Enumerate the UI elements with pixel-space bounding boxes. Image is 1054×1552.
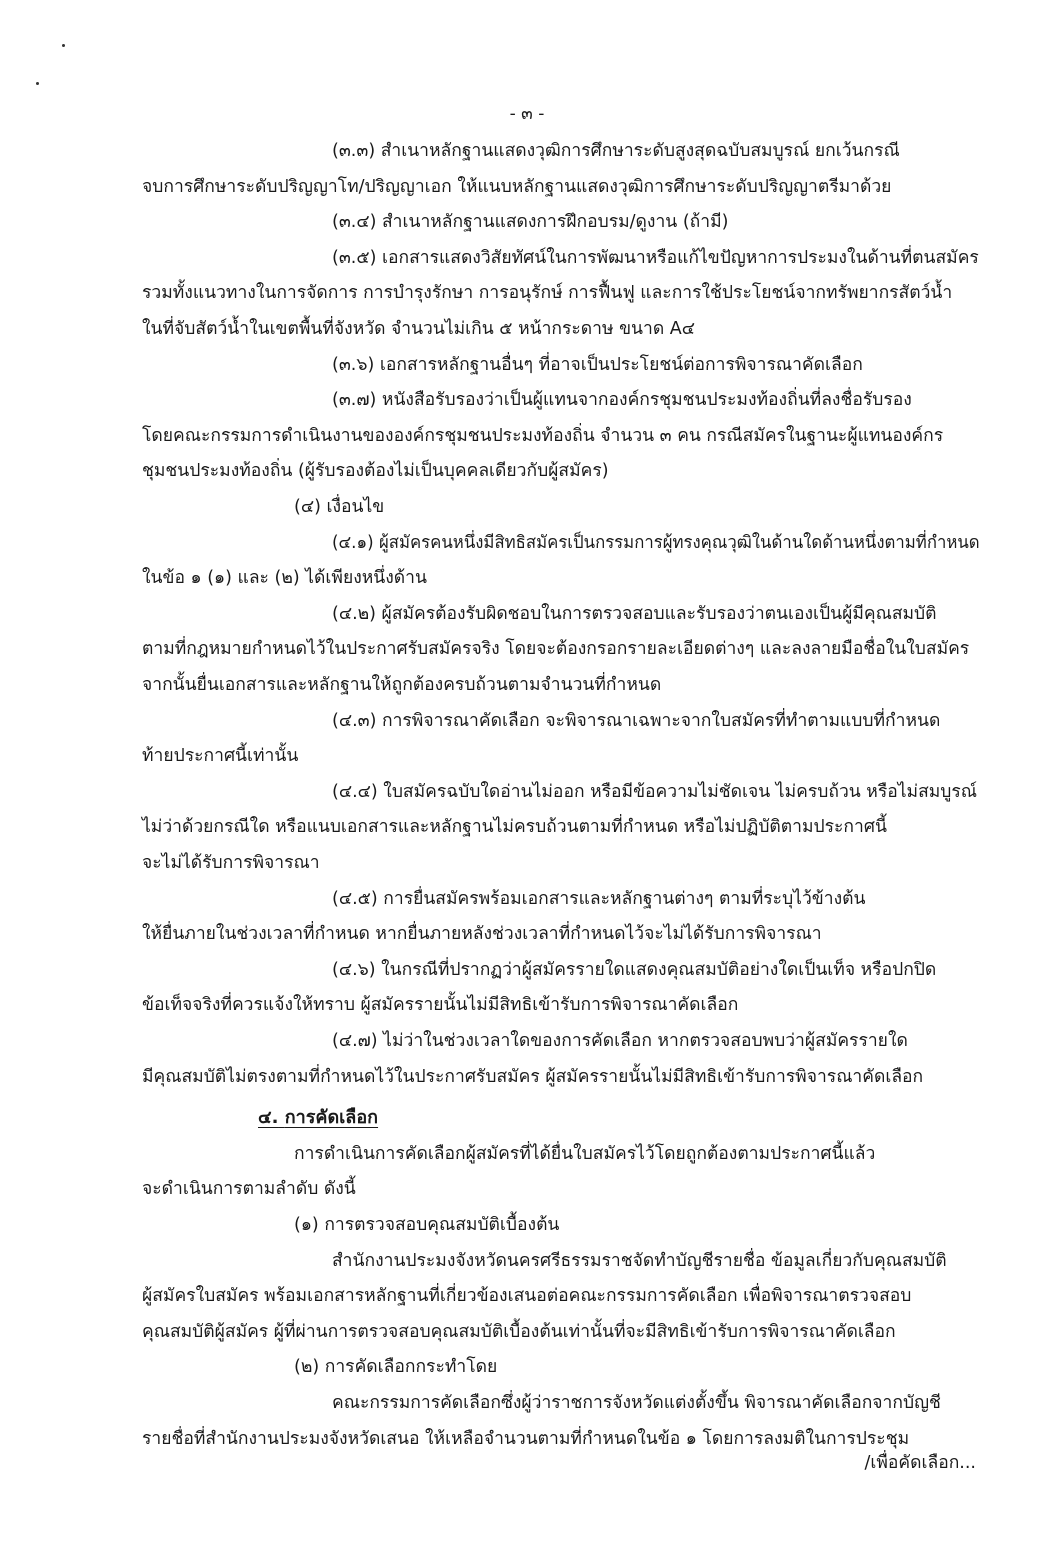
text-line: ในที่จับสัตว์น้ำในเขตพื้นที่จังหวัด จำนวนไม่เกิน ๕ หน้ากระดาษ ขนาด A๔: [142, 319, 695, 339]
text-line: (๔.๕) การยื่นสมัครพร้อมเอกสารและหลักฐานต่างๆ ตามที่ระบุไว้ข้างต้น: [332, 888, 866, 909]
text-line: ให้ยื่นภายในช่วงเวลาที่กำหนด หากยื่นภายหลังช่วงเวลาที่กำหนดไว้จะไม่ได้รับการพิจารณา: [142, 924, 822, 945]
section-heading: [258, 1107, 378, 1129]
text-line: ชุมชนประมงท้องถิ่น (ผู้รับรองต้องไม่เป็นบุคคลเดียวกับผู้สมัคร): [142, 461, 609, 482]
text-line: โดยคณะกรรมการดำเนินงานขององค์กรชุมชนประมงท้องถิ่น จำนวน ๓ คน กรณีสมัครในฐานะผู้แทนองค์กร: [142, 425, 944, 446]
continuation-footer: /เพื่อคัดเลือก...: [864, 1453, 976, 1473]
text-line: คุณสมบัติผู้สมัคร ผู้ที่ผ่านการตรวจสอบคุณสมบัติเบื้องต้นเท่านั้นที่จะมีสิทธิเข้ารับการพิจารณาคัดเลือก: [142, 1321, 896, 1342]
text-line: (๔.๑) ผู้สมัครคนหนึ่งมีสิทธิสมัครเป็นกรรมการผู้ทรงคุณวุฒิในด้านใดด้านหนึ่งตามที่กำหนด: [332, 532, 980, 553]
text-line: (๓.๗) หนังสือรับรองว่าเป็นผู้แทนจากองค์กรชุมชนประมงท้องถิ่นที่ลงชื่อรับรอง: [332, 390, 912, 411]
text-line: (๒) การคัดเลือกกระทำโดย: [294, 1357, 498, 1378]
text-line: ผู้สมัครใบสมัคร พร้อมเอกสารหลักฐานที่เกี่ยวข้องเสนอต่อคณะกรรมการคัดเลือก เพื่อพิจารณาตรวจสอบ: [142, 1286, 912, 1307]
text-line: ตามที่กฎหมายกำหนดไว้ในประกาศรับสมัครจริง โดยจะต้องกรอกรายละเอียดต่างๆ และลงลายมือชื่อในใบสมัคร: [142, 639, 970, 660]
scan-speck: [62, 44, 65, 47]
scan-speck: [36, 82, 39, 85]
text-line: จะดำเนินการตามลำดับ ดังนี้: [142, 1179, 356, 1200]
text-line: (๔.๗) ไม่ว่าในช่วงเวลาใดของการคัดเลือก หากตรวจสอบพบว่าผู้สมัครรายใด: [332, 1031, 908, 1051]
text-line: คณะกรรมการคัดเลือกซึ่งผู้ว่าราชการจังหวัดแต่งตั้งขึ้น พิจารณาคัดเลือกจากบัญชี: [332, 1393, 941, 1413]
text-line: (๔.๓) การพิจารณาคัดเลือก จะพิจารณาเฉพาะจากใบสมัครที่ทำตามแบบที่กำหนด: [332, 710, 941, 731]
text-line: มีคุณสมบัติไม่ตรงตามที่กำหนดไว้ในประกาศรับสมัคร ผู้สมัครรายนั้นไม่มีสิทธิเข้ารับการพิจารณาคัดเลือก: [142, 1066, 924, 1087]
text-line: จะไม่ได้รับการพิจารณา: [142, 853, 320, 873]
text-line: รายชื่อที่สำนักงานประมงจังหวัดเสนอ ให้เหลือจำนวนตามที่กำหนดในข้อ ๑ โดยการลงมติในการประชุม: [142, 1428, 910, 1449]
text-line: จากนั้นยื่นเอกสารและหลักฐานให้ถูกต้องครบถ้วนตามจำนวนที่กำหนด: [142, 675, 662, 695]
text-line: ไม่ว่าด้วยกรณีใด หรือแนบเอกสารและหลักฐานไม่ครบถ้วนตามที่กำหนด หรือไม่ปฏิบัติตามประกาศนี้: [142, 817, 887, 838]
text-line: (๑) การตรวจสอบคุณสมบัติเบื้องต้น: [294, 1215, 560, 1235]
text-line: (๓.๖) เอกสารหลักฐานอื่นๆ ที่อาจเป็นประโยชน์ต่อการพิจารณาคัดเลือก: [332, 354, 863, 375]
text-line: (๔) เงื่อนไข: [294, 497, 385, 517]
section-number: ๔.: [258, 1107, 279, 1129]
section-heading-text: [258, 1107, 378, 1128]
text-line: ท้ายประกาศนี้เท่านั้น: [142, 746, 299, 767]
text-line: จบการศึกษาระดับปริญญาโท/ปริญญาเอก ให้แนบหลักฐานแสดงวุฒิการศึกษาระดับปริญญาตรีมาด้วย: [142, 176, 892, 197]
text-line: การดำเนินการคัดเลือกผู้สมัครที่ได้ยื่นใบสมัครไว้โดยถูกต้องตามประกาศนี้แล้ว: [294, 1143, 876, 1164]
text-line: (๓.๓) สำเนาหลักฐานแสดงวุฒิการศึกษาระดับสูงสุดฉบับสมบูรณ์ ยกเว้นกรณี: [332, 141, 900, 161]
text-line: ข้อเท็จจริงที่ควรแจ้งให้ทราบ ผู้สมัครรายนั้นไม่มีสิทธิเข้ารับการพิจารณาคัดเลือก: [142, 995, 739, 1016]
page-number: - ๓ -: [509, 104, 545, 124]
text-line: (๔.๖) ในกรณีที่ปรากฏว่าผู้สมัครรายใดแสดงคุณสมบัติอย่างใดเป็นเท็จ หรือปกปิด: [332, 959, 937, 980]
text-line: (๔.๒) ผู้สมัครต้องรับผิดชอบในการตรวจสอบและรับรองว่าตนเองเป็นผู้มีคุณสมบัติ: [332, 603, 937, 624]
text-line: (๓.๕) เอกสารแสดงวิสัยทัศน์ในการพัฒนาหรือแก้ไขปัญหาการประมงในด้านที่ตนสมัคร: [332, 247, 979, 268]
section-title: การคัดเลือก: [284, 1107, 379, 1129]
text-line: (๓.๔) สำเนาหลักฐานแสดงการฝึกอบรม/ดูงาน (ถ้ามี): [332, 212, 729, 233]
text-line: ในข้อ ๑ (๑) และ (๒) ได้เพียงหนึ่งด้าน: [142, 568, 427, 589]
text-line: สำนักงานประมงจังหวัดนครศรีธรรมราชจัดทำบัญชีรายชื่อ ข้อมูลเกี่ยวกับคุณสมบัติ: [332, 1250, 947, 1271]
text-line: รวมทั้งแนวทางในการจัดการ การบำรุงรักษา การอนุรักษ์ การฟื้นฟู และการใช้ประโยชน์จากทรัพยากรสัตว์น้ำ: [142, 283, 953, 304]
text-line: (๔.๔) ใบสมัครฉบับใดอ่านไม่ออก หรือมีข้อความไม่ชัดเจน ไม่ครบถ้วน หรือไม่สมบูรณ์: [332, 781, 978, 802]
